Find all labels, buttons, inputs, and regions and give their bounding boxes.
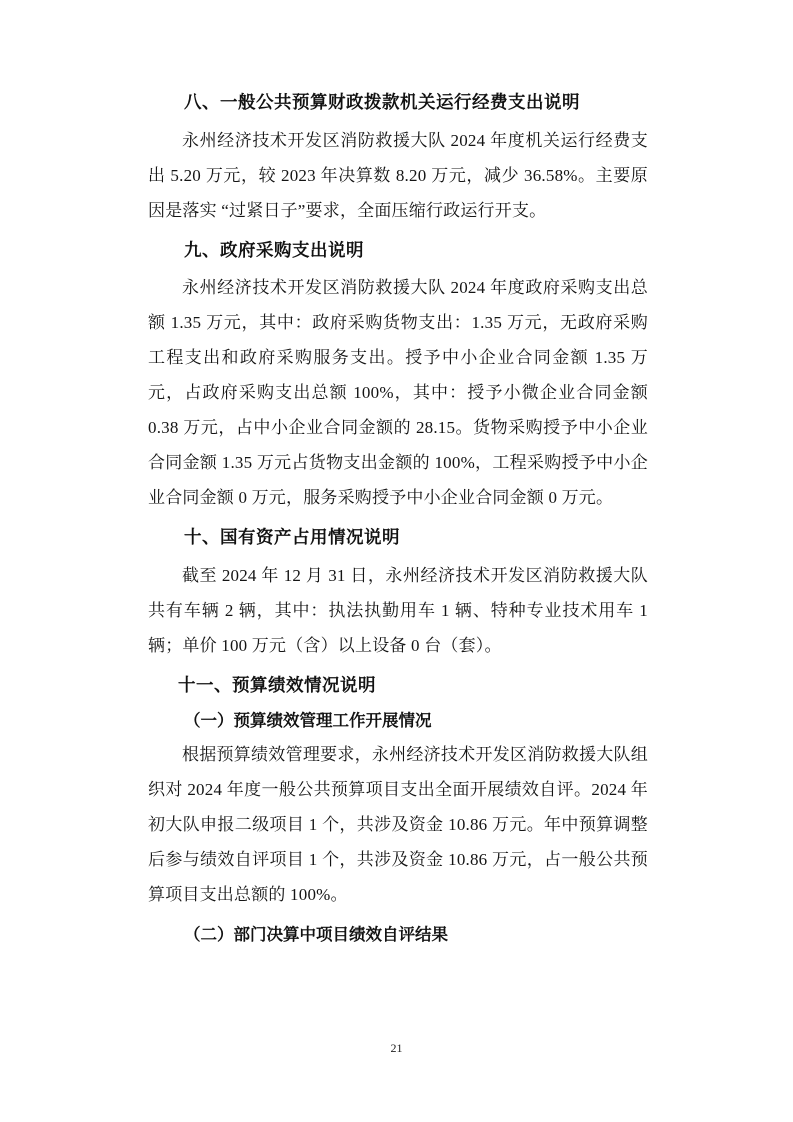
section-heading-11: 十一、预算绩效情况说明 [178, 676, 376, 697]
section-heading-8: 八、一般公共预算财政拨款机关运行经费支出说明 [184, 93, 580, 113]
section-paragraph-9-1: 永州经济技术开发区消防救援大队 2024 年度政府采购支出总额 1.35 万元，其中：政府采购货物支出：1.35 万元，无政府采购工程支出和政府采购服务支出。授予中小企业合同金额 1.35 万元，占政府采购支出总额 100%，其中：授予小微企业合同金额 0.38 万元，占中小企业合同金额的 28.15。货物采购授予中小企业合同金额 1.35 万元占货物支出金额的 100%，工程采购授予中小企业合同金额 0 万元，服务采购授予中小企业合同金额 0 万元。 [148, 278, 648, 508]
section-heading-9: 九、政府采购支出说明 [184, 240, 364, 261]
subsection-heading-11-1: （一）预算绩效管理工作开展情况 [184, 710, 432, 730]
document-body [148, 88, 648, 952]
section-paragraph-10-1: 截至 2024 年 12 月 31 日，永州经济技术开发区消防救援大队共有车辆 2 辆，其中：执法执勤用车 1 辆、特种专业技术用车 1 辆；单价 100 万元（含）以上设备 0 台（套）。 [148, 566, 648, 656]
section-paragraph-8-1: 永州经济技术开发区消防救援大队 2024 年度机关运行经费支出 5.20 万元，较 2023 年决算数 8.20 万元，减少 36.58%。主要原因是落实 “过紧日子”要求，全面压缩行政运行开支。 [148, 130, 648, 220]
subsection-paragraph-11-1-1: 根据预算绩效管理要求，永州经济技术开发区消防救援大队组织对 2024 年度一般公共预算项目支出全面开展绩效自评。2024 年初大队申报二级项目 1 个，共涉及资金 10.86 万元。年中预算调整后参与绩效自评项目 1 个，共涉及资金 10.86 万元，占一般公共预算项目支出总额的 100%。 [148, 745, 648, 905]
page-number: 21 [390, 1041, 403, 1055]
subsection-heading-11-2: （二）部门决算中项目绩效自评结果 [184, 925, 448, 945]
section-heading-10: 十、国有资产占用情况说明 [184, 528, 400, 549]
